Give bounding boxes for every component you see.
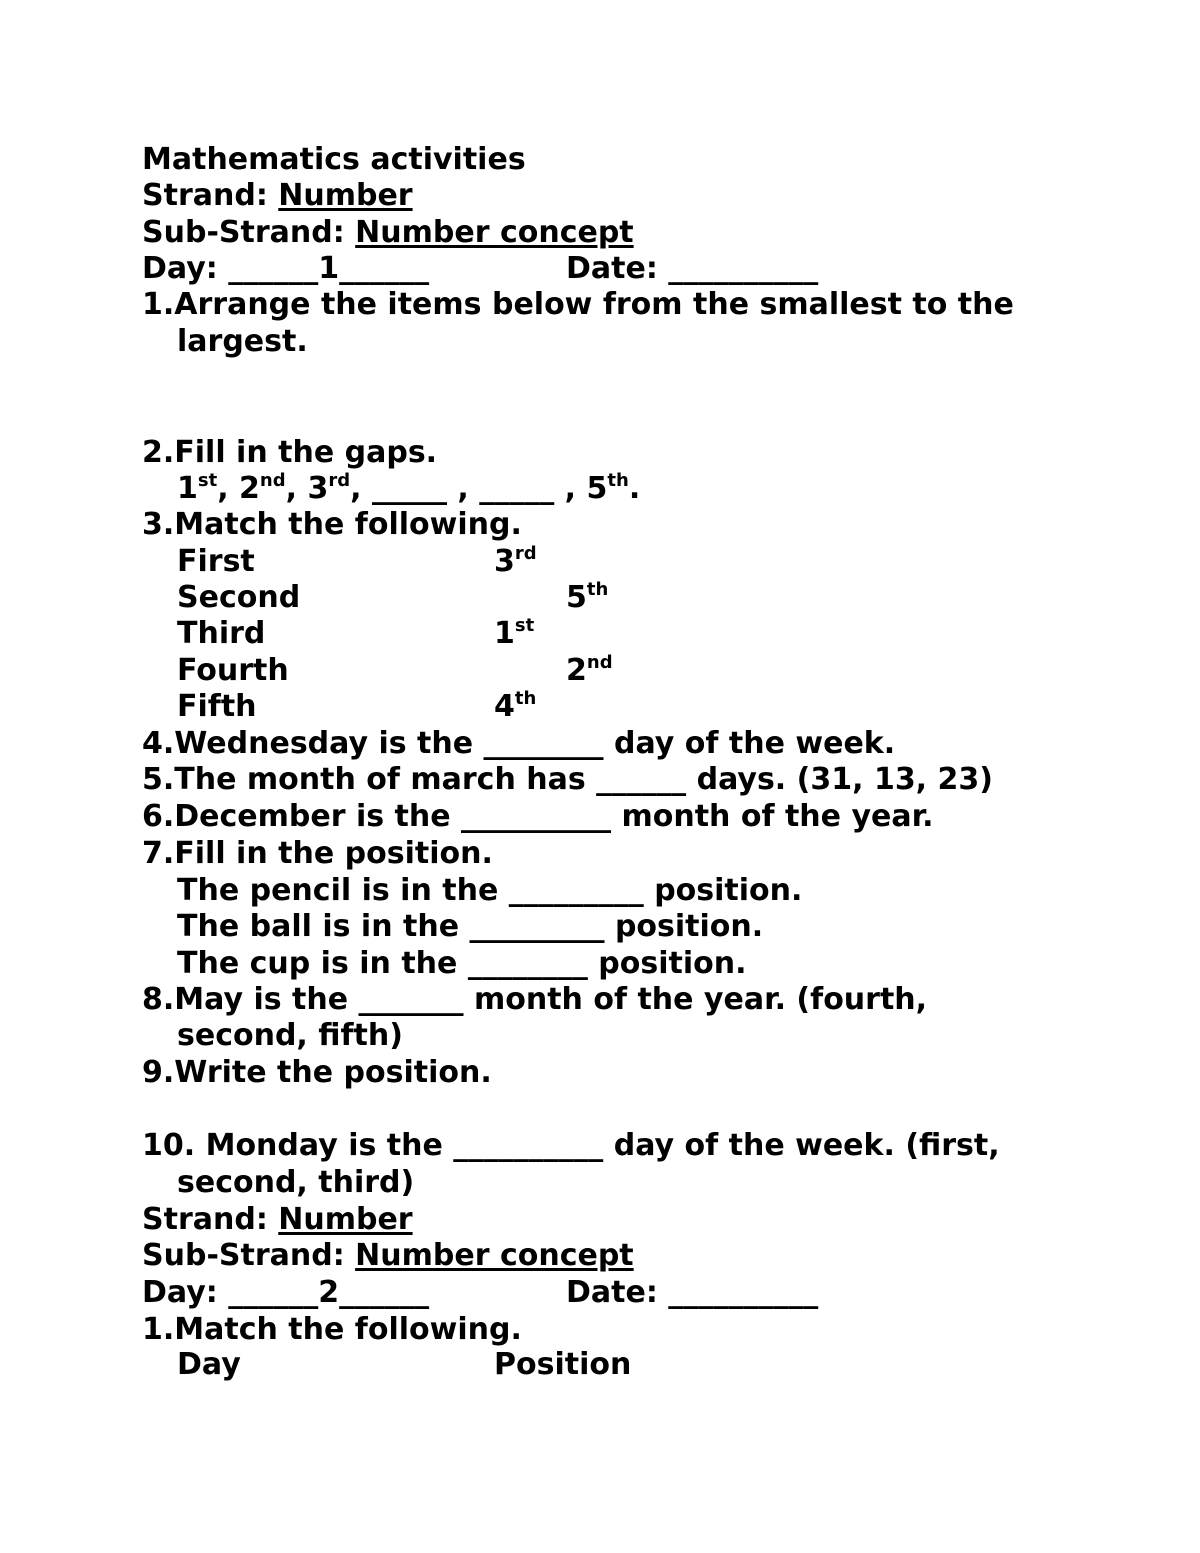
ordinal-num: 3: [494, 544, 515, 579]
day2-question-1: 1.Match the following.: [142, 1312, 522, 1347]
seq-num: 3: [307, 471, 329, 506]
question-1-cont: largest.: [177, 324, 308, 359]
question-6: 6.December is the __________ month of the year.: [142, 799, 934, 834]
seq-num: 1: [177, 471, 198, 506]
day-field: Day: ______1______: [142, 251, 430, 286]
seq-sep: ,: [285, 471, 308, 506]
strand-value: Number: [278, 178, 413, 213]
page-title: Mathematics activities: [142, 142, 526, 177]
question-7-line: The pencil is in the _________ position.: [177, 873, 803, 908]
question-2: 2.Fill in the gaps.: [142, 435, 438, 470]
ordinal-num: 1: [494, 616, 515, 651]
question-5: 5.The month of march has ______ days. (31, 13, 23): [142, 762, 993, 797]
ordinal-suffix: nd: [586, 652, 613, 673]
question-7: 7.Fill in the position.: [142, 836, 493, 871]
question-10-cont: second, third): [177, 1165, 415, 1200]
substrand-line: [142, 215, 634, 251]
seq-num: 5: [586, 471, 608, 506]
match-column-position: Position: [494, 1347, 632, 1382]
ordinal-sequence: [177, 471, 640, 507]
question-4: 4.Wednesday is the ________ day of the week.: [142, 726, 896, 761]
strand-value: Number: [278, 1202, 413, 1237]
ordinal-suffix: st: [514, 615, 535, 636]
ordinal-suffix: rd: [514, 543, 537, 564]
question-10: 10. Monday is the __________ day of the week. (first,: [142, 1128, 1000, 1163]
match-ordinal: [494, 616, 534, 652]
substrand-value: Number concept: [355, 1238, 634, 1273]
ordinal-num: 4: [494, 689, 515, 724]
match-word: Second: [177, 580, 301, 615]
substrand-label: Sub-Strand:: [142, 215, 356, 250]
seq-sep: ,: [217, 471, 240, 506]
seq-suffix: rd: [328, 470, 351, 491]
substrand-value: Number concept: [355, 215, 634, 250]
question-8: 8.May is the _______ month of the year. (fourth,: [142, 982, 928, 1017]
question-3: 3.Match the following.: [142, 507, 522, 542]
match-ordinal: [566, 580, 608, 616]
seq-end: .: [628, 471, 641, 506]
strand-line: [142, 178, 413, 214]
match-column-day: Day: [177, 1347, 241, 1382]
ordinal-num: 5: [566, 580, 587, 615]
seq-suffix: th: [607, 470, 629, 491]
date-field-day2: Date: __________: [566, 1275, 819, 1310]
ordinal-num: 2: [566, 653, 587, 688]
match-word: Fifth: [177, 689, 257, 724]
match-word: Fourth: [177, 653, 289, 688]
seq-gaps: , _____ , _____ ,: [350, 471, 587, 506]
strand-line-day2: [142, 1202, 413, 1238]
seq-suffix: nd: [259, 470, 286, 491]
match-word: First: [177, 544, 255, 579]
question-8-cont: second, fifth): [177, 1018, 403, 1053]
strand-label: Strand:: [142, 1202, 279, 1237]
substrand-label: Sub-Strand:: [142, 1238, 356, 1273]
question-1: 1.Arrange the items below from the smallest to the: [142, 287, 1014, 322]
seq-num: 2: [239, 471, 260, 506]
ordinal-suffix: th: [586, 579, 609, 600]
ordinal-suffix: th: [514, 688, 537, 709]
match-ordinal: [494, 689, 536, 725]
question-7-line: The ball is in the _________ position.: [177, 909, 764, 944]
match-word: Third: [177, 616, 266, 651]
question-7-line: The cup is in the ________ position.: [177, 946, 747, 981]
date-field: Date: __________: [566, 251, 819, 286]
substrand-line-day2: [142, 1238, 634, 1274]
seq-suffix: st: [197, 470, 218, 491]
match-ordinal: [494, 544, 537, 580]
strand-label: Strand:: [142, 178, 279, 213]
question-9: 9.Write the position.: [142, 1055, 492, 1090]
day-field-day2: Day: ______2______: [142, 1275, 430, 1310]
match-ordinal: [566, 653, 613, 689]
